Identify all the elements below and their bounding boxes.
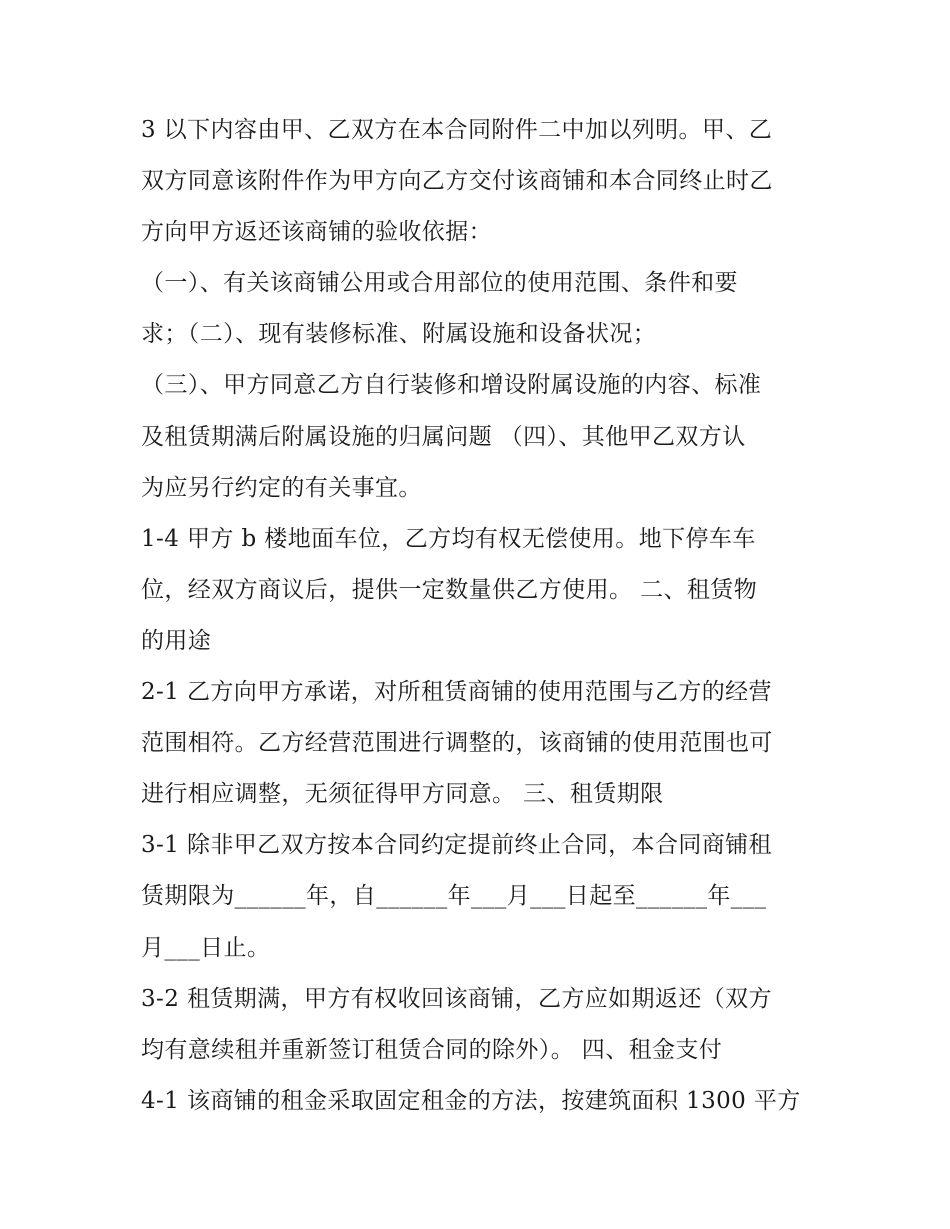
text-line: 赁期限为______年，自______年___月___日起至______年___: [141, 883, 767, 910]
text-line: 月___日止。: [141, 934, 271, 961]
contract-text: [141, 110, 821, 1132]
text-line: 4-1 该商铺的租金采取固定租金的方法，按建筑面积 1300 平方: [141, 1087, 801, 1114]
text-line: 3-1 除非甲乙双方按本合同约定提前终止合同，本合同商铺租: [141, 832, 772, 859]
text-line: 及租赁期满后附属设施的归属问题 （四）、其他甲乙双方认: [141, 423, 746, 450]
text-line: 均有意续租并重新签订租赁合同的除外）。 四、租金支付: [141, 1036, 723, 1063]
text-line: 2-1 乙方向甲方承诺，对所租赁商铺的使用范围与乙方的经营: [141, 679, 772, 706]
text-line: 1-4 甲方 b 楼地面车位，乙方均有权无偿使用。地下停车车: [141, 525, 756, 552]
text-line: 的用途: [141, 627, 212, 654]
text-line: （一）、有关该商铺公用或合用部位的使用范围、条件和要: [141, 270, 738, 297]
text-line: 方向甲方返还该商铺的验收依据：: [141, 219, 492, 246]
text-line: 为应另行约定的有关事宜。: [141, 474, 422, 501]
text-line: 范围相符。乙方经营范围进行调整的，该商铺的使用范围也可: [141, 730, 773, 757]
text-line: 求；（二）、现有装修标准、附属设施和设备状况；: [141, 321, 657, 348]
text-line: 进行相应调整，无须征得甲方同意。 三、租赁期限: [141, 781, 664, 808]
text-line: 双方同意该附件作为甲方向乙方交付该商铺和本合同终止时乙: [141, 168, 773, 195]
text-line: 3 以下内容由甲、乙双方在本合同附件二中加以列明。甲、乙: [141, 117, 773, 143]
text-line: 位，经双方商议后，提供一定数量供乙方使用。 二、租赁物: [141, 576, 758, 603]
text-line: 3-2 租赁期满，甲方有权收回该商铺，乙方应如期返还（双方: [141, 985, 772, 1012]
text-line: （三）、甲方同意乙方自行装修和增设附属设施的内容、标准: [141, 372, 762, 399]
